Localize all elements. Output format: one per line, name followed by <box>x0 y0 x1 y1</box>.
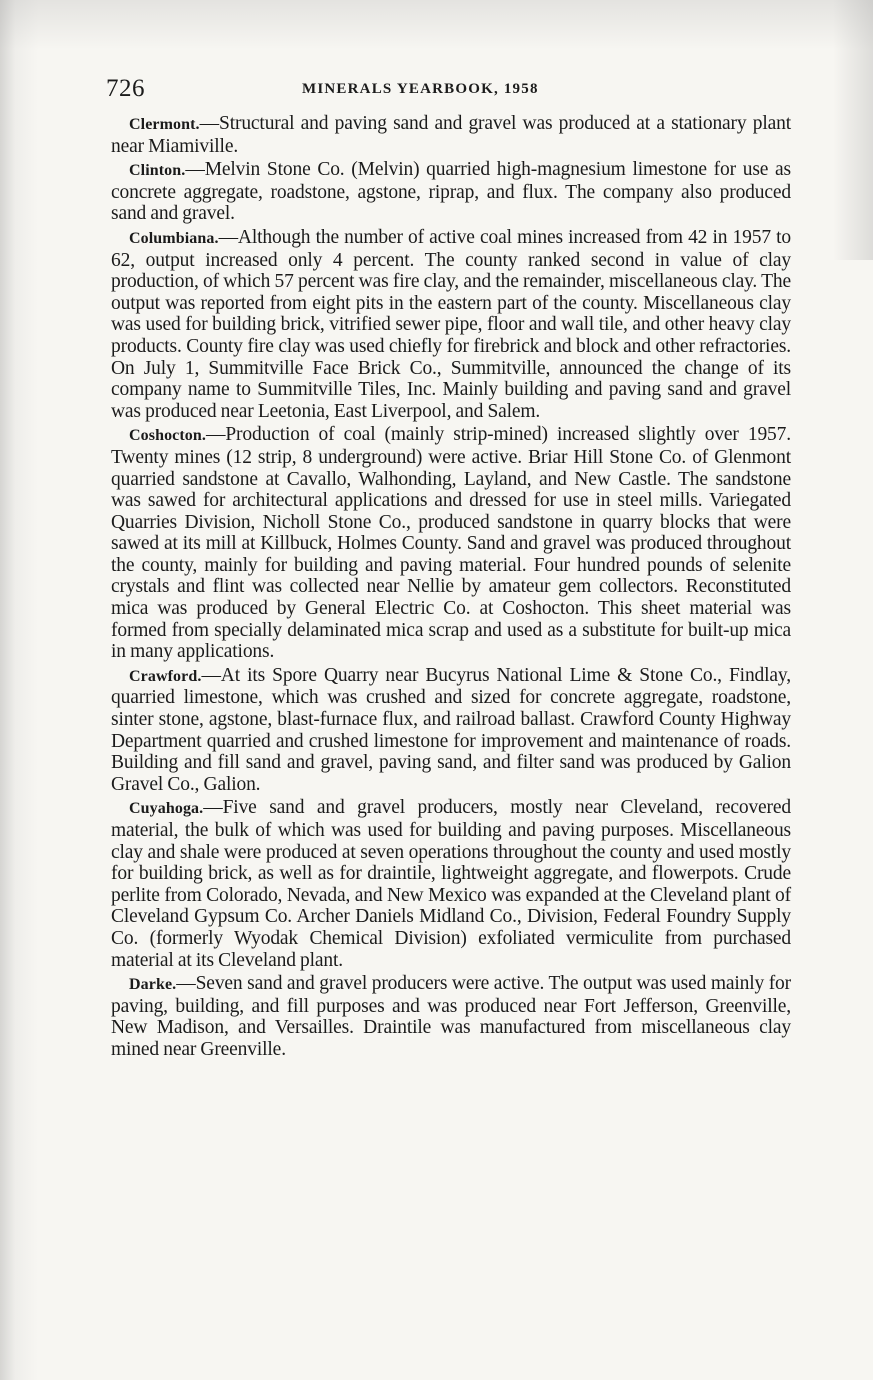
county-entry-clinton <box>111 159 791 225</box>
county-text: —Structural and paving sand and gravel was produced at a stationary plant near Miamiville. <box>111 113 791 157</box>
scan-shadow-top <box>0 0 873 50</box>
county-text: —Melvin Stone Co. (Melvin) quarried high-magnesium limestone for use as concrete aggregate, roadstone, agstone, riprap, and flux. The company also produced sand and gravel. <box>111 159 791 225</box>
body-text <box>111 113 791 1063</box>
page-header <box>106 74 786 104</box>
county-text: —Production of coal (mainly strip-mined) increased slightly over 1957. Twenty mines (12 strip, 8 underground) were active. Briar Hill Stone Co. of Glenmont quarried sandstone at Cavallo, Walhonding, Layland, and New Castle. The sandstone was sawed for architectural applications and dressed for use in steel mills. Variegated Quarries Division, Nicholl Stone Co., produced sandstone in quarry blocks that were sawed at its mill at Killbuck, Holmes County. Sand and gravel was produced throughout the county, mainly for building and paving material. Four hundred pounds of selenite crystals and flint was collected near Nellie by amateur gem collectors. Reconstituted mica was produced by General Electric Co. at Coshocton. This sheet material was formed from specially delaminated mica scrap and used as a substitute for built-up mica in many applications. <box>111 424 791 663</box>
county-entry-cuyahoga <box>111 797 791 971</box>
page-number: 726 <box>106 75 145 102</box>
county-name: Clermont. <box>129 116 200 133</box>
running-title: MINERALS YEARBOOK, 1958 <box>302 81 539 97</box>
county-entry-clermont <box>111 113 791 157</box>
county-name: Crawford. <box>129 667 202 685</box>
county-text: —Five sand and gravel producers, mostly near Cleveland, recovered material, the bulk of which was used for building and paving purposes. Miscellaneous clay and shale were produced at seven operations throughout the county and used mostly for building brick, as well as for draintile, lightweight aggregate, and flowerpots. Crude perlite from Colorado, Nevada, and New Mexico was expanded at the Cleveland plant of Cleveland Gypsum Co. Archer Daniels Midland Co., Division, Federal Foundry Supply Co. (formerly Wyodak Chemical Division) exfoliated vermiculite from purchased material at its Cleveland plant. <box>111 797 791 971</box>
county-name: Cuyahoga. <box>129 800 204 818</box>
scan-shadow-left <box>0 0 38 1380</box>
county-name: Darke. <box>129 976 177 994</box>
county-entry-coshocton <box>111 424 791 663</box>
county-text: —At its Spore Quarry near Bucyrus National Lime & Stone Co., Findlay, quarried limestone, which was crushed and sized for concrete aggregate, roadstone, sinter stone, agstone, blast-furnace flux, and railroad ballast. Crawford County Highway Department quarried and crushed limestone for improvement and maintenance of roads. Building and fill sand and gravel, paving sand, and filter sand was produced by Galion Gravel Co., Galion. <box>111 664 791 795</box>
county-entry-crawford <box>111 665 791 796</box>
county-name: Columbiana. <box>129 229 219 247</box>
county-entry-darke <box>111 973 791 1060</box>
county-entry-columbiana <box>111 227 791 422</box>
county-text: —Seven sand and gravel producers were active. The output was used mainly for paving, building, and fill purposes and was produced near Fort Jefferson, Greenville, New Madison, and Versailles. Draintile was manufactured from miscellaneous clay mined near Greenville. <box>111 973 791 1060</box>
county-name: Coshocton. <box>129 427 207 445</box>
scan-shadow-right <box>833 0 873 260</box>
county-name: Clinton. <box>129 162 186 180</box>
county-text: —Although the number of active coal mines increased from 42 in 1957 to 62, output increased only 4 percent. The county ranked second in value of clay production, of which 57 percent was fire clay, and the remainder, miscellaneous clay. The output was reported from eight pits in the eastern part of the county. Miscellaneous clay was used for building brick, vitrified sewer pipe, floor and wall tile, and other heavy clay products. County fire clay was used chiefly for firebrick and block and other refractories. On July 1, Summitville Face Brick Co., Summitville, announced the change of its company name to Summitville Tiles, Inc. Mainly building and paving sand and gravel was produced near Leetonia, East Liverpool, and Salem. <box>111 226 791 422</box>
